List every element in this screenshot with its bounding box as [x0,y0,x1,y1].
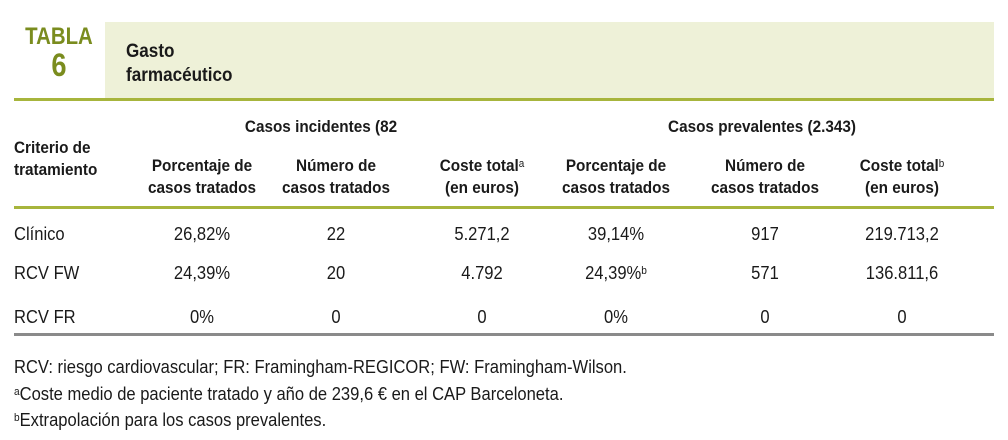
row3-prev-num: 0 [760,307,770,327]
header-prev-num-line2: casos tratados [711,178,819,197]
row3-inc-pct: 0% [190,307,214,327]
header-criterio-line2: tratamiento [14,160,98,179]
table-label-word: TABLA [25,23,93,50]
note-b [14,408,326,432]
header-prev-cost [839,155,965,199]
note-b-text: Extrapolación para los casos prevalentes. [19,410,327,430]
header-criterio [14,137,97,181]
header-prev-cost-text: Coste total [859,156,939,175]
row2-inc-cost: 4.792 [461,263,503,283]
row2-prev-pct [552,262,681,284]
header-prev-pct-line1: Porcentaje de [565,156,667,175]
row2-inc-pct: 24,39% [173,263,231,283]
top-rule [14,98,994,101]
group-incidentes: Casos incidentes (82 [244,117,398,136]
footnote-b-ref: b [938,158,945,170]
row3-inc-cost: 0 [477,307,487,327]
note-abbrev: RCV: riesgo cardiovascular; FR: Framingham-REGICOR; FW: Framingham-Wilson. [14,357,627,377]
header-rule [14,206,994,209]
row2-prev-pct-value: 24,39% [585,263,642,283]
header-prev-pct-line2: casos tratados [562,178,670,197]
row1-prev-pct: 39,14% [587,224,645,244]
row1-inc-num: 22 [326,224,346,244]
header-inc-num-line1: Número de [296,156,376,175]
header-inc-pct [139,155,265,199]
header-prev-num-line1: Número de [725,156,805,175]
footnote-b-ref-row2: b [641,265,647,277]
header-prev-cost-line1 [839,155,965,177]
table-label [14,22,104,98]
header-inc-cost-line2: (en euros) [445,178,519,197]
header-prev-cost-line2: (en euros) [865,178,939,197]
note-b-mark: b [14,412,20,424]
row3-prev-cost: 0 [897,307,907,327]
table-number: 6 [51,47,67,83]
header-inc-cost [419,155,545,199]
header-inc-pct-line1: Porcentaje de [151,156,253,175]
row3-prev-pct: 0% [604,307,628,327]
row1-prev-cost: 219.713,2 [865,224,939,244]
row1-criterio: Clínico [14,224,65,244]
table-title-line1: Gasto [126,41,175,62]
row1-prev-num: 917 [751,224,779,244]
bottom-rule [14,333,994,336]
table-title-line2: farmacéutico [126,65,233,86]
table-title-box [105,22,994,98]
header-inc-num-line2: casos tratados [282,178,390,197]
header-criterio-line1: Criterio de [14,138,91,157]
note-a-text: Coste medio de paciente tratado y año de 239,6 € en el CAP Barceloneta. [19,384,564,404]
group-prevalentes: Casos prevalentes (2.343) [668,117,856,136]
row2-inc-num: 20 [326,263,346,283]
row1-inc-pct: 26,82% [173,224,231,244]
note-a-mark: a [14,386,20,398]
header-inc-pct-line2: casos tratados [148,178,256,197]
header-inc-num [273,155,399,199]
row3-criterio: RCV FR [14,307,76,327]
note-a [14,382,563,406]
header-prev-pct [553,155,679,199]
header-inc-cost-line1 [419,155,545,177]
row3-inc-num: 0 [331,307,341,327]
footnote-a-ref: a [518,158,525,170]
row1-inc-cost: 5.271,2 [454,224,510,244]
table-header [14,22,994,98]
row2-prev-cost: 136.811,6 [865,263,939,283]
header-prev-num [702,155,828,199]
row2-prev-num: 571 [751,263,779,283]
table-title [126,40,306,88]
header-inc-cost-text: Coste total [439,156,519,175]
row2-criterio: RCV FW [14,263,80,283]
